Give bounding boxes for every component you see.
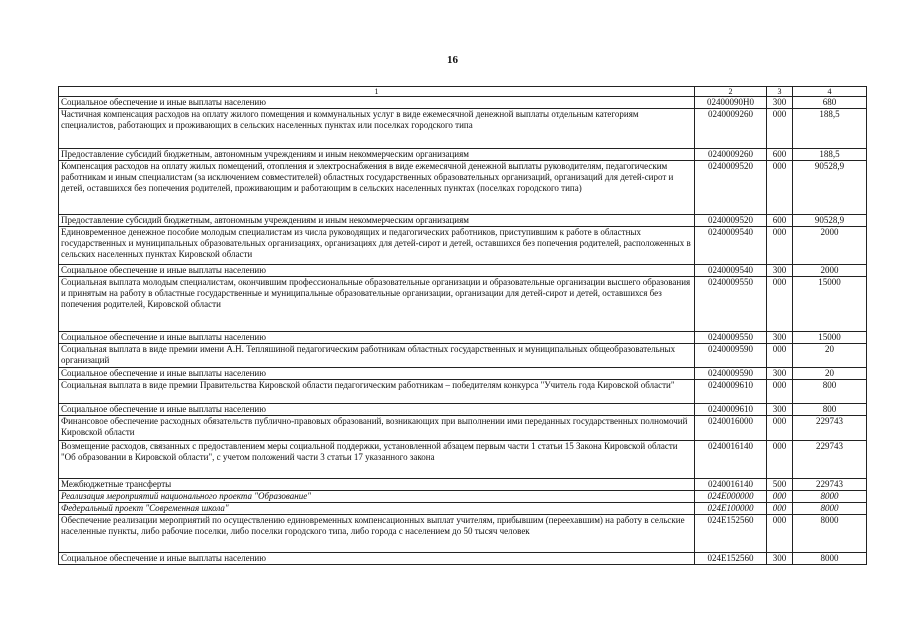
row-amount-cell: 188,5: [793, 109, 867, 149]
row-amount-cell: 8000: [793, 503, 867, 515]
row-amount-cell: 188,5: [793, 149, 867, 161]
row-name-cell: Федеральный проект "Современная школа": [59, 503, 695, 515]
row-code-cell: 0240009260: [695, 149, 767, 161]
budget-table: [58, 86, 867, 565]
row-type-cell: 300: [767, 404, 793, 416]
row-amount-cell: 800: [793, 404, 867, 416]
row-name-cell: Социальное обеспечение и иные выплаты населению: [59, 97, 695, 109]
table-header-row: [59, 87, 867, 97]
table-row: [59, 503, 867, 515]
table-row: [59, 491, 867, 503]
row-name-cell: Предоставление субсидий бюджетным, автономным учреждениям и иным некоммерческим организациям: [59, 149, 695, 161]
row-amount-cell: 2000: [793, 227, 867, 265]
row-name-cell: Социальная выплата в виде премии Правительства Кировской области педагогическим работникам – победителям конкурса "Учитель года Кировской области": [59, 380, 695, 404]
row-name-cell: Социальная выплата молодым специалистам, окончившим профессиональные образовательные организации и образовательные организации высшего образования и принятым на работу в областные государственные и муниципальные образовательные организации, организации для детей-сирот и детей, оставшихся без попечения родителей, Кировской области: [59, 277, 695, 332]
row-code-cell: 0240009260: [695, 109, 767, 149]
row-name-cell: Межбюджетные трансферты: [59, 479, 695, 491]
row-code-cell: 0240009520: [695, 161, 767, 215]
table-row: [59, 149, 867, 161]
row-type-cell: 300: [767, 332, 793, 344]
page-number: 16: [447, 54, 458, 66]
row-code-cell: 024E152560: [695, 515, 767, 553]
row-amount-cell: 2000: [793, 265, 867, 277]
column-header-code: 2: [695, 87, 767, 97]
table-row: [59, 344, 867, 368]
table-row: [59, 380, 867, 404]
row-name-cell: Реализация мероприятий национального проекта "Образование": [59, 491, 695, 503]
row-amount-cell: 20: [793, 368, 867, 380]
row-code-cell: 0240009610: [695, 380, 767, 404]
row-amount-cell: 8000: [793, 491, 867, 503]
table-row: [59, 161, 867, 215]
row-amount-cell: 15000: [793, 332, 867, 344]
row-code-cell: 02400090Н0: [695, 97, 767, 109]
row-name-cell: Финансовое обеспечение расходных обязательств публично-правовых образований, возникающих при выполнении ими переданных государственных полномочий Кировской области: [59, 416, 695, 441]
table-row: [59, 227, 867, 265]
table-row: [59, 553, 867, 565]
table-row: [59, 215, 867, 227]
row-code-cell: 0240009550: [695, 277, 767, 332]
row-type-cell: 000: [767, 416, 793, 441]
row-name-cell: Социальное обеспечение и иные выплаты населению: [59, 404, 695, 416]
table-row: [59, 404, 867, 416]
row-amount-cell: 8000: [793, 553, 867, 565]
row-name-cell: Возмещение расходов, связанных с предоставлением меры социальной поддержки, установленной абзацем первым части 1 статьи 15 Закона Кировской области "Об образовании в Кировской области", с учетом положений части 3 статьи 17 указанного закона: [59, 441, 695, 479]
table-body: [59, 97, 867, 565]
row-type-cell: 600: [767, 149, 793, 161]
row-code-cell: 0240009520: [695, 215, 767, 227]
row-name-cell: Частичная компенсация расходов на оплату жилого помещения и коммунальных услуг в виде ежемесячной денежной выплаты отдельным категориям специалистов, работающих и проживающих в сельских населенных пунктах или поселках городского типа: [59, 109, 695, 149]
column-header-amount: 4: [793, 87, 867, 97]
row-type-cell: 000: [767, 441, 793, 479]
row-type-cell: 000: [767, 344, 793, 368]
row-name-cell: Предоставление субсидий бюджетным, автономным учреждениям и иным некоммерческим организациям: [59, 215, 695, 227]
row-name-cell: Обеспечение реализации мероприятий по осуществлению единовременных компенсационных выплат учителям, прибывшим (переехавшим) на работу в сельские населенные пункты, либо рабочие поселки, либо поселки городского типа, либо города с населением до 50 тысяч человек: [59, 515, 695, 553]
row-type-cell: 000: [767, 491, 793, 503]
row-type-cell: 000: [767, 503, 793, 515]
row-amount-cell: 15000: [793, 277, 867, 332]
row-code-cell: 024E000000: [695, 491, 767, 503]
table-row: [59, 109, 867, 149]
table-row: [59, 479, 867, 491]
row-type-cell: 000: [767, 380, 793, 404]
row-type-cell: 300: [767, 553, 793, 565]
column-header-type: 3: [767, 87, 793, 97]
row-type-cell: 300: [767, 97, 793, 109]
row-amount-cell: 229743: [793, 416, 867, 441]
table-row: [59, 515, 867, 553]
row-name-cell: Социальное обеспечение и иные выплаты населению: [59, 265, 695, 277]
table-row: [59, 416, 867, 441]
row-type-cell: 300: [767, 265, 793, 277]
table-row: [59, 332, 867, 344]
row-type-cell: 000: [767, 277, 793, 332]
row-name-cell: Социальное обеспечение и иные выплаты населению: [59, 553, 695, 565]
row-amount-cell: 229743: [793, 479, 867, 491]
row-type-cell: 000: [767, 109, 793, 149]
row-amount-cell: 800: [793, 380, 867, 404]
row-amount-cell: 90528,9: [793, 215, 867, 227]
row-code-cell: 0240009590: [695, 344, 767, 368]
row-code-cell: 024E152560: [695, 553, 767, 565]
row-name-cell: Единовременное денежное пособие молодым специалистам из числа руководящих и педагогических работников, приступившим к работе в областных государственных и муниципальных образовательных организациях, организациях для детей-сирот и детей, оставшихся без попечения родителей, расположенных в сельских населенных пунктах Кировской области: [59, 227, 695, 265]
row-code-cell: 0240009540: [695, 227, 767, 265]
row-code-cell: 0240016000: [695, 416, 767, 441]
table-row: [59, 368, 867, 380]
row-name-cell: Компенсация расходов на оплату жилых помещений, отопления и электроснабжения в виде ежемесячной денежной выплаты руководителям, педагогическим работникам и иным специалистам (за исключением совместителей) областных государственных образовательных организаций, организаций для детей-сирот и детей, оставшихся без попечения родителей, проживающим и работающим в сельских населенных пунктах (поселках городского типа): [59, 161, 695, 215]
row-type-cell: 000: [767, 161, 793, 215]
row-type-cell: 600: [767, 215, 793, 227]
row-code-cell: 0240009550: [695, 332, 767, 344]
table-row: [59, 277, 867, 332]
row-code-cell: 0240016140: [695, 441, 767, 479]
row-code-cell: 0240009590: [695, 368, 767, 380]
table-row: [59, 97, 867, 109]
row-type-cell: 500: [767, 479, 793, 491]
row-type-cell: 000: [767, 515, 793, 553]
row-amount-cell: 8000: [793, 515, 867, 553]
table-row: [59, 265, 867, 277]
row-amount-cell: 90528,9: [793, 161, 867, 215]
row-name-cell: Социальная выплата в виде премии имени А.Н. Тепляшиной педагогическим работникам областных государственных и муниципальных общеобразовательных организаций: [59, 344, 695, 368]
row-code-cell: 0240009540: [695, 265, 767, 277]
row-name-cell: Социальное обеспечение и иные выплаты населению: [59, 368, 695, 380]
table-row: [59, 441, 867, 479]
row-code-cell: 024E100000: [695, 503, 767, 515]
row-type-cell: 000: [767, 227, 793, 265]
row-name-cell: Социальное обеспечение и иные выплаты населению: [59, 332, 695, 344]
row-code-cell: 0240016140: [695, 479, 767, 491]
row-amount-cell: 229743: [793, 441, 867, 479]
row-amount-cell: 20: [793, 344, 867, 368]
column-header-name: 1: [59, 87, 695, 97]
row-code-cell: 0240009610: [695, 404, 767, 416]
row-amount-cell: 680: [793, 97, 867, 109]
row-type-cell: 300: [767, 368, 793, 380]
